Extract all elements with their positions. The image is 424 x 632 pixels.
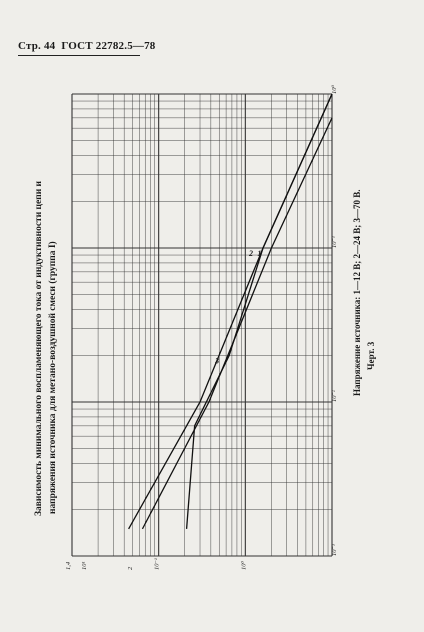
series-line-3 — [187, 94, 332, 529]
series-label-1: 1 — [257, 249, 262, 258]
series-label-3: 3 — [215, 356, 220, 366]
x-tick-label: 10⁰ — [331, 84, 338, 94]
voltage-caption: Напряжение источника: 1—12 В; 2—24 В; 3—70 В. — [352, 189, 362, 396]
x-tick-label: 10⁻¹ — [331, 236, 338, 248]
chart-title: Зависимость минимального воспламеняющего тока от индуктивности цепи и — [34, 180, 44, 516]
y-tick-label: 2 — [127, 566, 134, 570]
series-line-1 — [142, 118, 332, 529]
figure-label: Черт. 3 — [366, 341, 376, 370]
y-tick-label: 10¹ — [81, 561, 88, 570]
chart-subtitle: напряжения источника для метано-воздушной смеси (группа I) — [48, 241, 58, 514]
x-tick-label: 10⁻³ — [331, 544, 338, 556]
x-tick-label: 10⁻² — [331, 390, 338, 402]
y-tick-label: 10⁻¹ — [153, 558, 161, 570]
series-label-2: 2 — [249, 249, 254, 258]
standard-code: ГОСТ 22782.5—78 — [61, 40, 156, 52]
page-number: Стр. 44 — [18, 40, 56, 52]
y-tick-label: 10⁰ — [240, 560, 248, 570]
y-tick-label: 1,4 — [65, 561, 72, 570]
